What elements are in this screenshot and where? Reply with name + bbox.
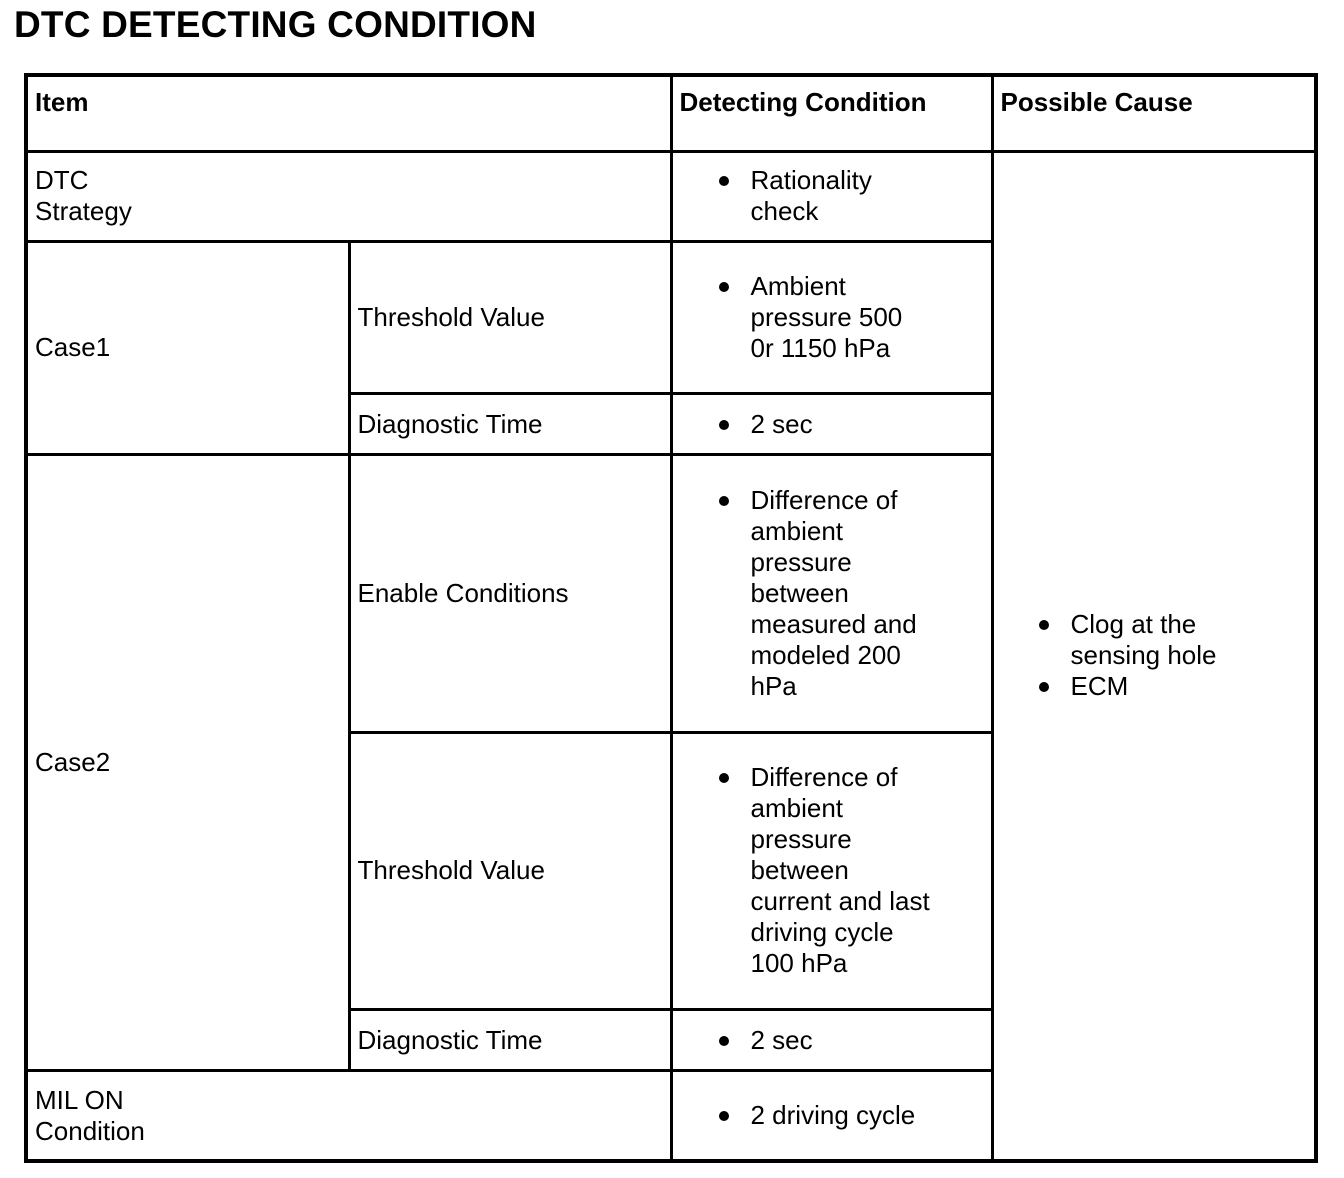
condition-mil-on: [671, 1071, 992, 1161]
table-row-dtc-strategy: [26, 151, 1316, 241]
condition-case1-threshold: [671, 241, 992, 393]
list-item: Ambient pressure 500 0r 1150 hPa: [680, 271, 991, 364]
possible-cause-item: ECM: [1001, 671, 1315, 702]
item-case1: Case1: [26, 241, 349, 454]
case2-threshold-label: Threshold Value: [349, 732, 671, 1010]
list-item: 2 driving cycle: [680, 1100, 991, 1131]
table-header-row: [26, 75, 1316, 151]
dtc-table: [24, 73, 1318, 1163]
item-dtc-strategy: DTC Strategy: [26, 151, 671, 241]
condition-case1-diag-time: [671, 394, 992, 455]
case1-diag-time-label: Diagnostic Time: [349, 394, 671, 455]
item-case2: Case2: [26, 455, 349, 1071]
list-item: Difference of ambient pressure between measured and modeled 200 hPa: [680, 485, 991, 702]
case1-threshold-label: Threshold Value: [349, 241, 671, 393]
header-possible-cause: Possible Cause: [992, 75, 1316, 151]
list-item: Difference of ambient pressure between current and last driving cycle 100 hPa: [680, 762, 991, 979]
possible-cause-cell: [992, 151, 1316, 1161]
list-item: 2 sec: [680, 409, 991, 440]
possible-cause-item: Clog at the sensing hole: [1001, 609, 1315, 671]
list-item: Rationality check: [680, 165, 991, 227]
condition-dtc-strategy: [671, 151, 992, 241]
page-title: DTC DETECTING CONDITION: [14, 4, 537, 45]
condition-case2-enable: [671, 455, 992, 733]
list-item: 2 sec: [680, 1025, 991, 1056]
condition-case2-diag-time: [671, 1010, 992, 1071]
header-detecting-condition: Detecting Condition: [671, 75, 992, 151]
case2-diag-time-label: Diagnostic Time: [349, 1010, 671, 1071]
item-mil-on: MIL ON Condition: [26, 1071, 671, 1161]
case2-enable-label: Enable Conditions: [349, 455, 671, 733]
header-item: Item: [26, 75, 671, 151]
condition-case2-threshold: [671, 732, 992, 1010]
